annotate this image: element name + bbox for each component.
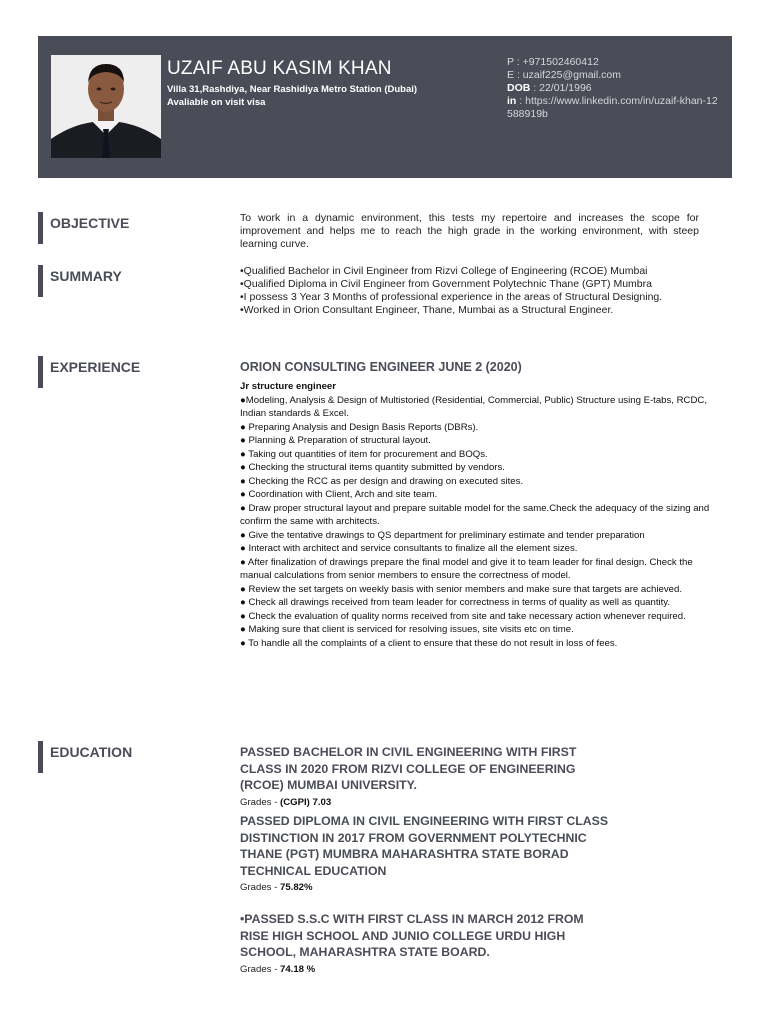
dob-row bbox=[507, 82, 722, 95]
experience-item: ● Check all drawings received from team leader for correctness in terms of quality as well as quantity. bbox=[240, 597, 671, 608]
resume-header bbox=[38, 36, 732, 178]
experience-heading: EXPERIENCE bbox=[38, 356, 140, 388]
experience-item: ● Preparing Analysis and Design Basis Reports (DBRs). bbox=[240, 421, 479, 433]
visa-status: Avaliable on visit visa bbox=[167, 97, 266, 108]
education-title: PASSED BACHELOR IN CIVIL ENGINEERING WITH FIRST CLASS IN 2020 FROM RIZVI COLLEGE OF ENGINEERING (RCOE) MUMBAI UNIVERSITY. bbox=[240, 745, 577, 792]
summary-item: •Qualified Bachelor in Civil Engineer from Rizvi College of Engineering (RCOE) Mumbai bbox=[240, 265, 648, 277]
phone-value: : +971502460412 bbox=[516, 56, 599, 68]
summary-heading: SUMMARY bbox=[38, 265, 122, 297]
experience-item: ● Checking the structural items quantity submitted by vendors. bbox=[240, 462, 505, 473]
education-grade bbox=[240, 882, 610, 893]
grade-value: (CGPI) 7.03 bbox=[280, 796, 332, 808]
experience-item: ● Review the set targets on weekly basis with senior members and make sure that targets are achieved. bbox=[240, 583, 682, 595]
grade-label: Grades - bbox=[240, 882, 278, 893]
linkedin-value[interactable]: : https://www.linkedin.com/in/uzaif-khan-12588919b bbox=[507, 95, 718, 120]
summary-item: •Qualified Diploma in Civil Engineer from Government Polytechnic Thane (GPT) Mumbra bbox=[240, 278, 652, 290]
dob-label: DOB bbox=[507, 82, 531, 94]
phone-label: P bbox=[507, 56, 514, 68]
objective-paragraph: To work in a dynamic environment, this tests my repertoire and increases the scope for improvement and helps me to reach the high grade in the working environment, with steep learning curve. bbox=[240, 212, 699, 250]
linkedin-label: in bbox=[507, 95, 517, 107]
objective-heading: OBJECTIVE bbox=[38, 212, 129, 244]
grade-value: 75.82% bbox=[280, 882, 313, 893]
experience-item: ●Modeling, Analysis & Design of Multistoried (Residential, Commercial, Public) Structure using E-tabs, RCDC, Indian standards & Excel. bbox=[240, 394, 708, 419]
experience-item: ● Interact with architect and service consultants to finalize all the element sizes. bbox=[240, 543, 578, 554]
experience-item: ● After finalization of drawings prepare the final model and give it to team leader for final design. Check the manual calculations from senior members to ensure the correctness of model. bbox=[240, 556, 693, 581]
experience-item: ● To handle all the complaints of a client to ensure that these do not result in loss of fees. bbox=[240, 637, 618, 649]
dob-value: : 22/01/1996 bbox=[533, 82, 592, 94]
candidate-name: UZAIF ABU KASIM KHAN bbox=[167, 58, 392, 79]
email-label: E bbox=[507, 69, 515, 81]
education-grade bbox=[240, 797, 610, 808]
experience-item: ● Draw proper structural layout and prepare suitable model for the same.Check the adequacy of the sizing and confirm the same with architects. bbox=[240, 502, 710, 527]
education-entry bbox=[240, 911, 610, 975]
education-heading: EDUCATION bbox=[38, 741, 132, 773]
contact-block bbox=[507, 56, 722, 121]
education-title: •PASSED S.S.C WITH FIRST CLASS IN MARCH 2012 FROM RISE HIGH SCHOOL AND JUNIO COLLEGE URDU HIGH SCHOOL, MAHARASHTRA STATE BOARD. bbox=[240, 912, 584, 959]
employer-title: ORION CONSULTING ENGINEER JUNE 2 (2020) bbox=[240, 360, 522, 374]
linkedin-row[interactable] bbox=[507, 95, 722, 121]
summary-item: •I possess 3 Year 3 Months of professional experience in the areas of Structural Designing. bbox=[240, 291, 663, 303]
experience-item: ● Coordination with Client, Arch and site team. bbox=[240, 489, 438, 500]
experience-list bbox=[240, 380, 718, 650]
education-entry bbox=[240, 744, 610, 808]
address: Villa 31,Rashdiya, Near Rashidiya Metro Station (Dubai) bbox=[167, 84, 418, 95]
address-block bbox=[167, 83, 417, 109]
experience-item: ● Making sure that client is serviced for resolving issues, site visits etc on time. bbox=[240, 624, 574, 635]
education-entry bbox=[240, 813, 610, 893]
summary-list bbox=[240, 265, 699, 317]
grade-value: 74.18 % bbox=[280, 963, 316, 975]
education-title: PASSED DIPLOMA IN CIVIL ENGINEERING WITH FIRST CLASS DISTINCTION IN 2017 FROM GOVERNMENT POLYTECHNIC THANE (PGT) MUMBRA MAHARASHTRA STATE BORAD TECHNICAL EDUCATION bbox=[240, 814, 609, 878]
education-grade bbox=[240, 964, 610, 975]
experience-item: ● Check the evaluation of quality norms received from site and take necessary action whenever required. bbox=[240, 610, 686, 622]
summary-item: •Worked in Orion Consultant Engineer, Thane, Mumbai as a Structural Engineer. bbox=[240, 304, 614, 316]
experience-item: ● Planning & Preparation of structural layout. bbox=[240, 435, 431, 446]
experience-item: ● Checking the RCC as per design and drawing on executed sites. bbox=[240, 475, 524, 487]
email-value[interactable]: : uzaif225@gmail.com bbox=[516, 69, 621, 81]
experience-item: ● Give the tentative drawings to QS department for preliminary estimate and tender preparation bbox=[240, 529, 645, 541]
email-row[interactable] bbox=[507, 69, 722, 82]
experience-item: ● Taking out quantities of item for procurement and BOQs. bbox=[240, 448, 488, 460]
objective-text bbox=[240, 212, 699, 251]
job-role: Jr structure engineer bbox=[240, 381, 336, 392]
phone-row bbox=[507, 56, 722, 69]
grade-label: Grades - bbox=[240, 796, 278, 808]
profile-photo bbox=[51, 55, 161, 158]
grade-label: Grades - bbox=[240, 963, 278, 975]
